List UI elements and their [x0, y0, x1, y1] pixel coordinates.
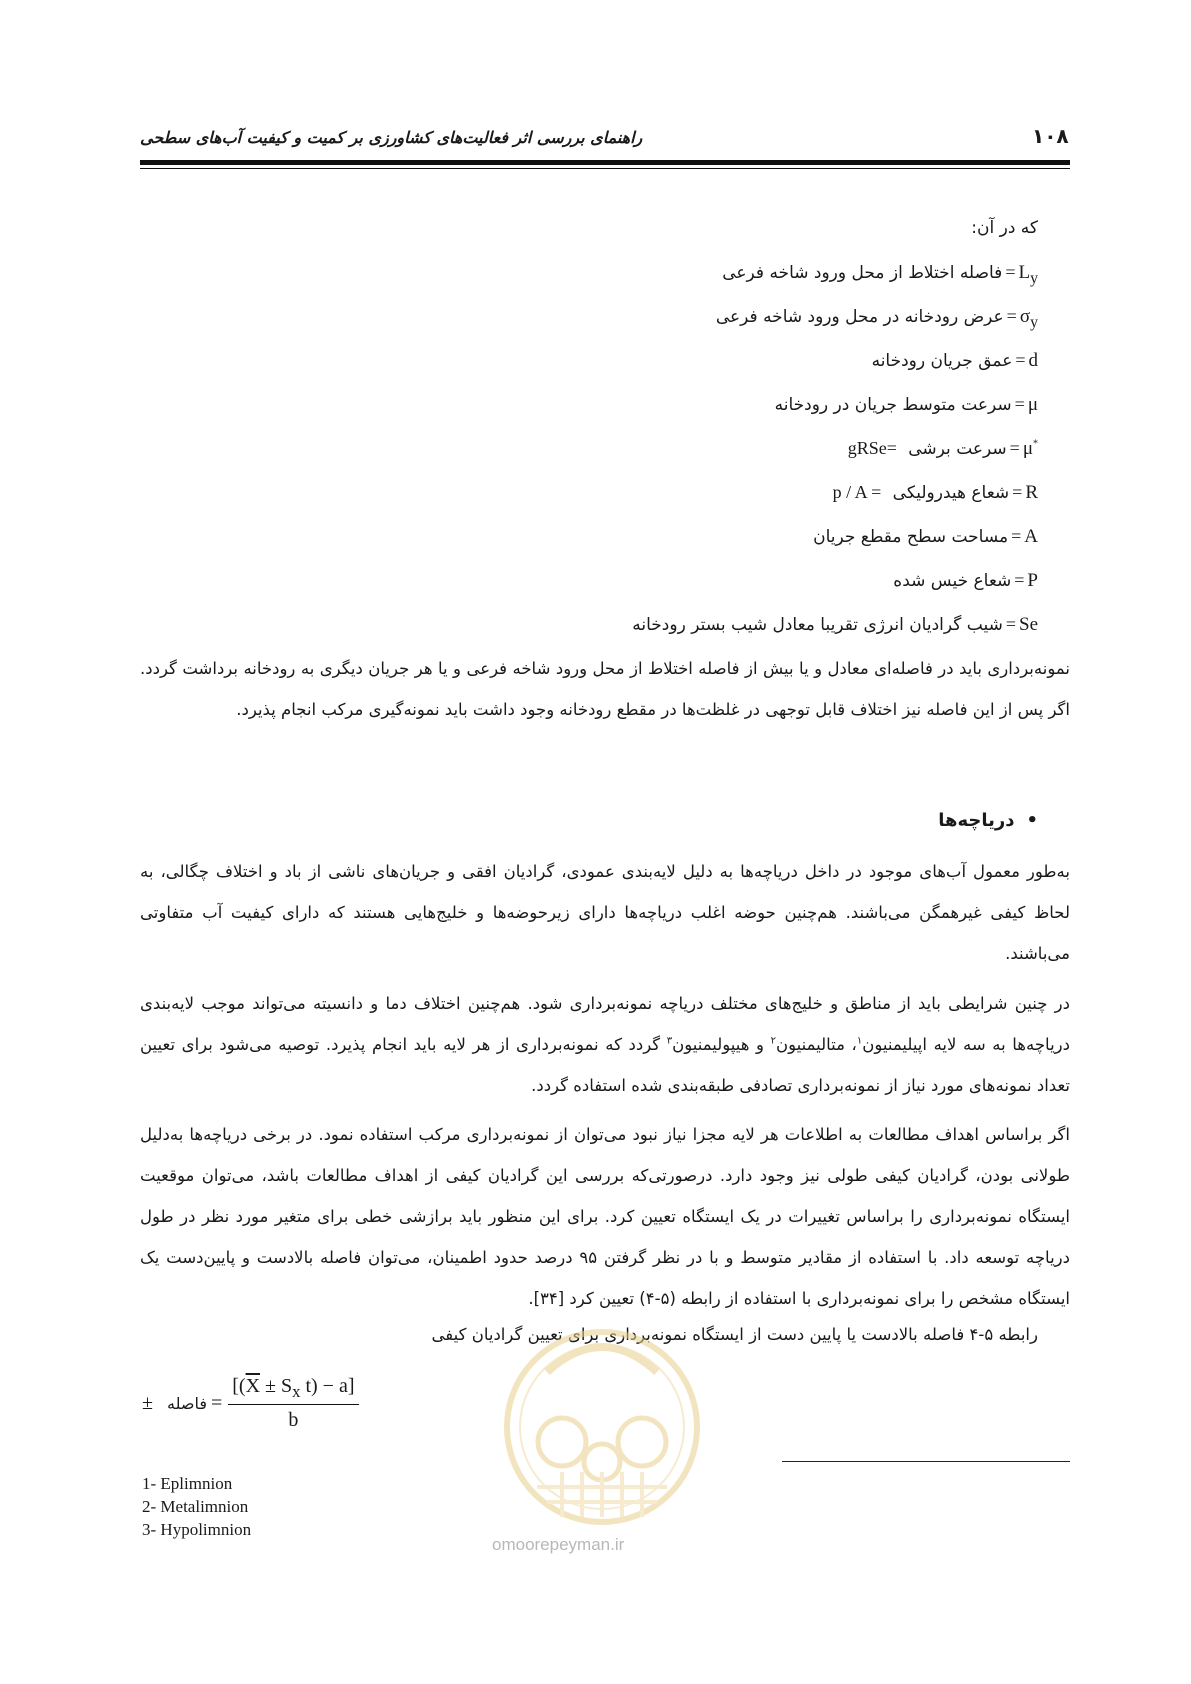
- equation-denominator: b: [288, 1409, 299, 1431]
- footnote-2: 2- Metalimnion: [142, 1497, 249, 1516]
- definition-a: A=مساحت سطح مقطع جریان: [813, 526, 1038, 547]
- paragraph-lake-heterogeneity: به‌طور معمول آب‌های موجود در داخل دریاچه‌ها به دلیل لایه‌بندی عمودی، گرادیان افقی و جریان‌های ناشی از باد و اختلاف چگالی، به لحاظ کیفی غیرهمگن می‌باشند. هم‌چنین حوضه اغلب دریاچه‌ها دارای زیرحوضه‌ها و خلیج‌هایی هستند که دارای کیفیت آب متفاوتی می‌باشند.: [140, 862, 1070, 963]
- definition-p: P=شعاع خیس شده: [893, 570, 1038, 591]
- equation-caption: رابطه ۵-۴ فاصله بالادست یا پایین دست از ایستگاه نمونه‌برداری برای تعیین گرادیان کیفی: [431, 1325, 1038, 1344]
- footnote-1: 1- Eplimnion: [142, 1474, 233, 1493]
- watermark-logo-icon: [477, 1312, 727, 1562]
- definition-mu-star: μ*=سرعت برشی gRSe=: [847, 438, 1038, 459]
- header-rule: [140, 160, 1070, 165]
- definition-d: d=عمق جریان رودخانه: [871, 350, 1038, 371]
- definition-mu: μ=سرعت متوسط جریان در رودخانه: [774, 394, 1038, 415]
- paragraph-composite-sampling: اگر براساس اهداف مطالعات به اطلاعات هر لایه مجزا نیاز نبود می‌توان از نمونه‌برداری مرکب استفاده نمود. در برخی دریاچه‌ها به‌دلیل طولانی بودن، گرادیان کیفی طولی نیز وجود دارد. درصورتی‌که بررسی این گرادیان کیفی از اهداف مطالعات باشد، می‌توان موقعیت ایستگاه نمونه‌برداری را براساس تغییرات در یک ایستگاه تعیین کرد. برای این منظور باید برازشی خطی برای متغیر مورد نظر در طول دریاچه توسعه داد. با استفاده از مقادیر متوسط و با در نظر گرفتن ۹۵ درصد حدود اطمینان، می‌توان فاصله بالادست و پایین‌دست یک ایستگاه مشخص را برای نمونه‌برداری با استفاده از رابطه (۵-۴) تعیین کرد [۳۴].: [140, 1125, 1070, 1308]
- footnote-rule: [782, 1461, 1070, 1462]
- paragraph-lake-stratification: در چنین شرایطی باید از مناطق و خلیج‌های مختلف دریاچه نمونه‌برداری شود. هم‌چنین اختلاف دما و دانسیته می‌تواند موجب لایه‌بندی دریاچه‌ها به سه لایه اپیلیمنیون$^۱$، متالیمنیون$^۲$ و هیپولیمنیون$^۳$ گردد که نمونه‌برداری از هر لایه باید انجام پذیرد. توصیه می‌شود برای تعیین تعداد نمونه‌های مورد نیاز از نمونه‌برداری تصادفی طبقه‌بندی شده استفاده گردد.: [140, 994, 1070, 1095]
- watermark-text: omoorepeyman.ir: [492, 1535, 625, 1554]
- paragraph-sampling-distance: نمونه‌برداری باید در فاصله‌ای معادل و یا بیش از فاصله اختلاط از محل ورود شاخه فرعی و یا هر جریان دیگری به رودخانه برداشت گردد. اگر پس از این فاصله نیز اختلاف قابل توجهی در غلظت‌ها در مقطع رودخانه وجود داشت باید نمونه‌گیری مرکب انجام پذیرد.: [140, 659, 1070, 719]
- footnote-ref-3: ۳: [666, 1035, 673, 1047]
- definition-r: R=شعاع هیدرولیکی p / A =: [832, 482, 1038, 503]
- bullet-icon: •: [1026, 810, 1038, 831]
- equation-distance: ± فاصله = $\frac{[(\overline{X} \pm S_x t) - a]}{b}$: [142, 1375, 359, 1432]
- section-title-lakes: •دریاچه‌ها: [938, 810, 1038, 831]
- definition-list: [338, 213, 1038, 653]
- definition-se: Se=شیب گرادیان انرژی تقریبا معادل شیب بستر رودخانه: [632, 614, 1038, 635]
- footnotes: [142, 1472, 251, 1541]
- footnote-3: 3- Hypolimnion: [142, 1520, 252, 1539]
- page-number: ۱۰۸: [1032, 124, 1069, 148]
- equation-fraction: [228, 1375, 358, 1432]
- running-header-title: راهنمای بررسی اثر فعالیت‌های کشاورزی بر کمیت و کیفیت آب‌های سطحی: [140, 128, 643, 147]
- definition-ly: $L_y=فاصله$ اختلاط از محل ورود شاخه فرعی: [722, 262, 1038, 287]
- header-rule-thin: [140, 168, 1070, 169]
- definition-sigma: $\sigma_y=عرض$ رودخانه در محل ورود شاخه فرعی: [715, 306, 1038, 331]
- intro-line: که در آن:: [971, 218, 1038, 238]
- footnote-ref-2: ۲: [770, 1035, 776, 1047]
- equation-numerator: [($\overline{X} \pm S_x$ t) − a]: [228, 1375, 358, 1405]
- footnote-ref-1: ۱: [856, 1035, 863, 1047]
